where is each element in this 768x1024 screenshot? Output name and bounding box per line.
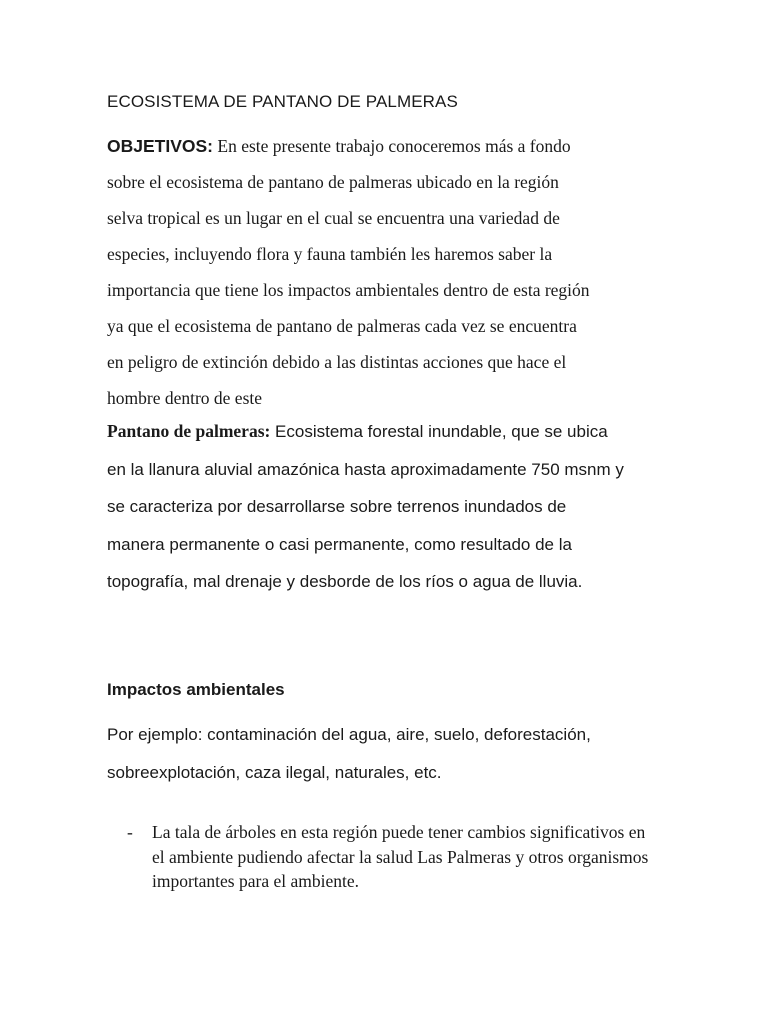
impactos-paragraph [107, 716, 667, 792]
impactos-line: Por ejemplo: contaminación del agua, aire, suelo, deforestación, [107, 725, 591, 744]
document-title: ECOSISTEMA DE PANTANO DE PALMERAS [107, 92, 458, 111]
pantano-label: Pantano de palmeras: [107, 421, 271, 441]
objetivos-line: ya que el ecosistema de pantano de palmeras cada vez se encuentra [107, 316, 577, 336]
impactos-line: sobreexplotación, caza ilegal, naturales, etc. [107, 763, 442, 782]
objetivos-line: En este presente trabajo conoceremos más a fondo [213, 136, 571, 156]
objetivos-first-line [107, 128, 667, 164]
pantano-line: en la llanura aluvial amazónica hasta aproximadamente 750 msnm y [107, 459, 624, 479]
impactos-heading: Impactos ambientales [107, 680, 285, 699]
objetivos-line: especies, incluyendo flora y fauna también les haremos saber la [107, 244, 553, 264]
bullet-text: La tala de árboles en esta región puede tener cambios significativos en el ambiente pudiendo afectar la salud Las Palmeras y otros organismos importantes para el ambiente. [152, 822, 649, 891]
pantano-line: Ecosistema forestal inundable, que se ubica [270, 422, 608, 441]
objetivos-line: importancia que tiene los impactos ambientales dentro de esta región [107, 280, 590, 300]
pantano-paragraph [107, 413, 667, 601]
pantano-first-line [107, 413, 667, 451]
pantano-line: manera permanente o casi permanente, como resultado de la [107, 534, 572, 554]
objetivos-line: sobre el ecosistema de pantano de palmeras ubicado en la región [107, 172, 559, 192]
objetivos-label: OBJETIVOS: [107, 136, 213, 156]
bullet-marker: - [127, 822, 133, 842]
pantano-line: se caracteriza por desarrollarse sobre terrenos inundados de [107, 497, 567, 516]
pantano-line: topografía, mal drenaje y desborde de los ríos o agua de lluvia. [107, 572, 583, 591]
objetivos-line: hombre dentro de este [107, 388, 263, 408]
objetivos-line: selva tropical es un lugar en el cual se encuentra una variedad de [107, 208, 560, 228]
objetivos-paragraph [107, 128, 667, 416]
objetivos-line: en peligro de extinción debido a las distintas acciones que hace el [107, 352, 567, 372]
